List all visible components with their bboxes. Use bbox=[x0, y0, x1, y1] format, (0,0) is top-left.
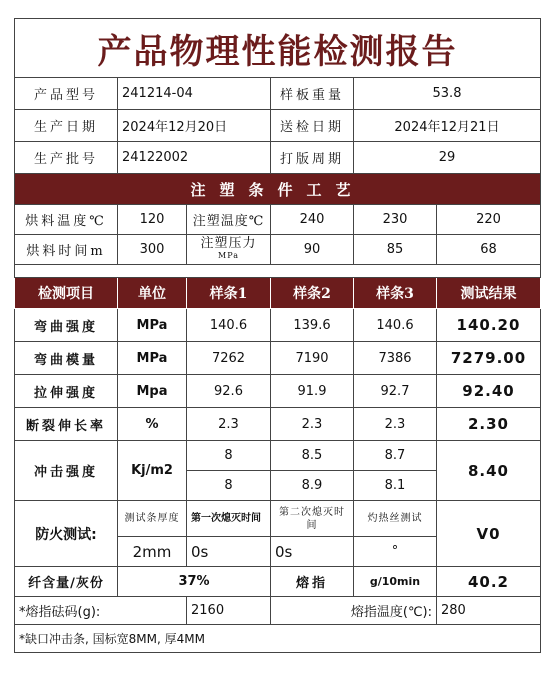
cycle-value: 29 bbox=[354, 142, 541, 174]
weight-value: 53.8 bbox=[354, 78, 541, 110]
test-name: 拉伸强度 bbox=[15, 375, 118, 408]
impact-s2-a: 8.5 bbox=[271, 441, 354, 471]
test-name: 断裂伸长率 bbox=[15, 408, 118, 441]
fire-col2-value: 0s bbox=[187, 537, 271, 567]
impact-s1-b: 8 bbox=[187, 471, 271, 501]
test-unit: % bbox=[118, 408, 187, 441]
test-unit: Mpa bbox=[118, 375, 187, 408]
melt-index-unit: g/10min bbox=[354, 567, 437, 597]
fire-col2-label: 第一次熄灭时间 bbox=[187, 501, 271, 537]
inj-pressure-1: 90 bbox=[271, 235, 354, 265]
test-sample-2: 91.9 bbox=[271, 375, 354, 408]
header-sample-2: 样条2 bbox=[271, 278, 354, 309]
impact-s3-a: 8.7 bbox=[354, 441, 437, 471]
fire-col4-value: ° bbox=[354, 537, 437, 567]
test-sample-1: 7262 bbox=[187, 342, 271, 375]
header-sample-1: 样条1 bbox=[187, 278, 271, 309]
impact-name: 冲击强度 bbox=[15, 441, 118, 501]
test-result: 7279.00 bbox=[437, 342, 541, 375]
test-sample-1: 92.6 bbox=[187, 375, 271, 408]
fire-col4-label: 灼热丝测试 bbox=[354, 501, 437, 537]
test-result: 92.40 bbox=[437, 375, 541, 408]
table-row bbox=[15, 408, 541, 441]
test-result: 2.30 bbox=[437, 408, 541, 441]
melt-temp-value: 280 bbox=[437, 597, 541, 625]
test-sample-2: 139.6 bbox=[271, 309, 354, 342]
test-name: 弯曲强度 bbox=[15, 309, 118, 342]
melt-weight-value: 2160 bbox=[187, 597, 271, 625]
cycle-label: 打版周期 bbox=[271, 142, 354, 174]
impact-unit: Kj/m2 bbox=[118, 441, 187, 501]
dry-temp-value: 120 bbox=[118, 205, 187, 235]
inj-pressure-cell bbox=[187, 235, 271, 265]
batch-label: 生产批号 bbox=[15, 142, 118, 174]
test-sample-3: 92.7 bbox=[354, 375, 437, 408]
inj-pressure-2: 85 bbox=[354, 235, 437, 265]
impact-s1-a: 8 bbox=[187, 441, 271, 471]
inj-pressure-3: 68 bbox=[437, 235, 541, 265]
fire-col3-label: 第二次熄灭时间 bbox=[271, 501, 354, 537]
inj-temp-3: 220 bbox=[437, 205, 541, 235]
inj-pressure-label: 注塑压力 bbox=[200, 235, 257, 251]
note: *缺口冲击条, 国标宽8MM, 厚4MM bbox=[15, 625, 541, 653]
test-unit: MPa bbox=[118, 309, 187, 342]
melt-index-value: 40.2 bbox=[437, 567, 541, 597]
model-value: 241214-04 bbox=[118, 78, 271, 110]
test-unit: MPa bbox=[118, 342, 187, 375]
melt-weight-label: *熔指砝码(g): bbox=[15, 597, 187, 625]
spacer-row bbox=[15, 265, 541, 278]
test-sample-2: 2.3 bbox=[271, 408, 354, 441]
inj-temp-label: 注塑温度℃ bbox=[187, 205, 271, 235]
fiber-value: 37% bbox=[118, 567, 271, 597]
model-label: 产品型号 bbox=[15, 78, 118, 110]
dry-temp-label: 烘料温度℃ bbox=[15, 205, 118, 235]
test-sample-3: 7386 bbox=[354, 342, 437, 375]
table-row bbox=[15, 375, 541, 408]
test-name: 弯曲模量 bbox=[15, 342, 118, 375]
report-title: 产品物理性能检测报告 bbox=[15, 19, 541, 78]
report-table bbox=[14, 18, 541, 653]
fire-col1-label: 测试条厚度 bbox=[118, 501, 187, 537]
fiber-label: 纤含量/灰份 bbox=[15, 567, 118, 597]
batch-value: 24122002 bbox=[118, 142, 271, 174]
inj-temp-2: 230 bbox=[354, 205, 437, 235]
table-row bbox=[15, 342, 541, 375]
test-sample-3: 2.3 bbox=[354, 408, 437, 441]
dry-time-value: 300 bbox=[118, 235, 187, 265]
header-result: 测试结果 bbox=[437, 278, 541, 309]
impact-s3-b: 8.1 bbox=[354, 471, 437, 501]
process-header: 注塑条件工艺 bbox=[15, 174, 541, 205]
send-date-label: 送检日期 bbox=[271, 110, 354, 142]
melt-index-label: 熔指 bbox=[271, 567, 354, 597]
test-sample-2: 7190 bbox=[271, 342, 354, 375]
table-row bbox=[15, 309, 541, 342]
fire-col1-value: 2mm bbox=[118, 537, 187, 567]
inj-pressure-unit: MPa bbox=[218, 250, 239, 260]
dry-time-label: 烘料时间m bbox=[15, 235, 118, 265]
prod-date-label: 生产日期 bbox=[15, 110, 118, 142]
impact-result: 8.40 bbox=[437, 441, 541, 501]
fire-result: V0 bbox=[437, 501, 541, 567]
impact-row-1 bbox=[15, 441, 541, 471]
test-sample-1: 2.3 bbox=[187, 408, 271, 441]
fire-test-name: 防火测试: bbox=[15, 501, 118, 567]
header-unit: 单位 bbox=[118, 278, 187, 309]
header-item: 检测项目 bbox=[15, 278, 118, 309]
test-sample-1: 140.6 bbox=[187, 309, 271, 342]
prod-date-value: 2024年12月20日 bbox=[118, 110, 271, 142]
header-sample-3: 样条3 bbox=[354, 278, 437, 309]
test-result: 140.20 bbox=[437, 309, 541, 342]
inj-temp-1: 240 bbox=[271, 205, 354, 235]
test-sample-3: 140.6 bbox=[354, 309, 437, 342]
melt-temp-label: 熔指温度(℃): bbox=[271, 597, 437, 625]
weight-label: 样板重量 bbox=[271, 78, 354, 110]
fire-col3-value: 0s bbox=[271, 537, 354, 567]
report-sheet bbox=[14, 18, 540, 653]
impact-s2-b: 8.9 bbox=[271, 471, 354, 501]
send-date-value: 2024年12月21日 bbox=[354, 110, 541, 142]
